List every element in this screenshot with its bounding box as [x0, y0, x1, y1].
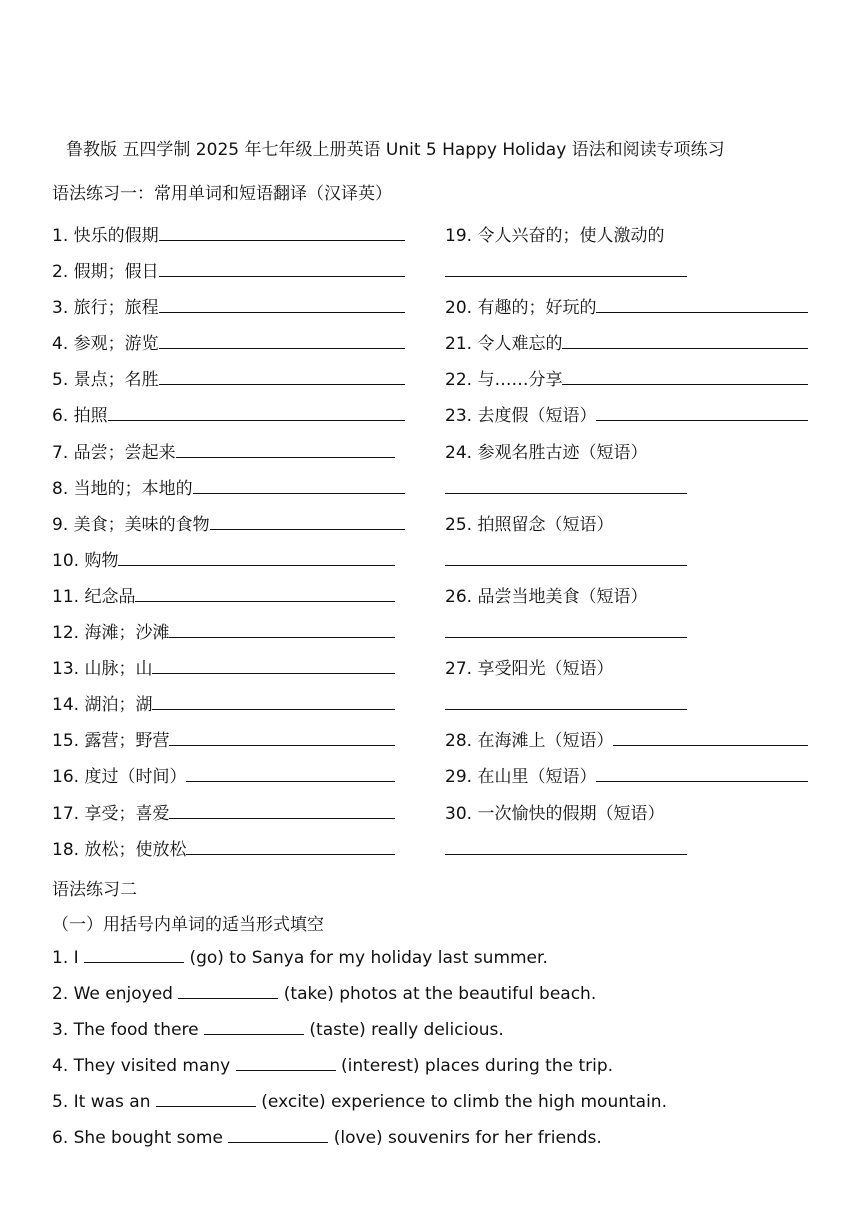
vocab-item: [445, 441, 808, 477]
exercise-text-after: (go) to Sanya for my holiday last summer.: [184, 948, 548, 968]
vocab-item: [52, 224, 405, 260]
vocab-item: [52, 296, 405, 332]
answer-blank[interactable]: [210, 513, 405, 530]
vocab-item-label: 19. 令人兴奋的；使人激动的: [445, 226, 665, 246]
exercise-text-before: 5. It was an: [52, 1092, 156, 1113]
exercise-item: [52, 946, 667, 982]
vocab-item: [52, 621, 405, 657]
exercise-item: [52, 1054, 667, 1090]
vocab-item: [52, 838, 405, 874]
exercise-text-after: (excite) experience to climb the high mountain.: [255, 1092, 667, 1113]
answer-blank[interactable]: [596, 765, 808, 782]
vocab-item-label: 16. 度过（时间）: [52, 767, 187, 788]
answer-blank[interactable]: [204, 1018, 304, 1035]
answer-blank[interactable]: [159, 332, 405, 349]
exercise-text-after: (taste) really delicious.: [304, 1020, 504, 1041]
vocab-item-label: 12. 海滩；沙滩: [52, 623, 170, 644]
vocab-item-label: 17. 享受；喜爱: [52, 803, 170, 824]
exercise-text-after: (interest) places during the trip.: [335, 1056, 614, 1077]
vocab-item: [52, 260, 405, 296]
vocab-item-label: 24. 参观名胜古迹（短语）: [445, 442, 648, 463]
vocab-item-label: 11. 纪念品: [52, 586, 136, 607]
answer-blank[interactable]: [562, 368, 808, 385]
vocab-item: [52, 441, 405, 477]
vocab-item-label: 14. 湖泊；湖: [52, 695, 153, 716]
answer-blank[interactable]: [178, 982, 278, 999]
vocab-item: [445, 404, 808, 440]
vocab-item: [52, 368, 405, 404]
exercise-text-after: (love) souvenirs for her friends.: [328, 1128, 602, 1149]
vocab-item-label: 13. 山脉；山: [52, 659, 153, 680]
vocab-item-label: 20. 有趣的；好玩的: [445, 298, 597, 319]
vocab-item: [445, 224, 808, 260]
answer-blank[interactable]: [84, 946, 184, 963]
vocab-item: [445, 802, 808, 838]
exercise-text-before: 6. She bought some: [52, 1128, 229, 1149]
answer-blank[interactable]: [135, 585, 395, 602]
section2-heading: 语法练习二: [52, 880, 137, 900]
answer-blank[interactable]: [159, 260, 405, 277]
answer-blank[interactable]: [159, 224, 405, 241]
vocab-item: [52, 404, 405, 440]
answer-blank[interactable]: [176, 441, 395, 458]
vocab-item: [52, 729, 405, 765]
answer-blank[interactable]: [169, 802, 395, 819]
exercise-item: [52, 1126, 667, 1162]
answer-blank[interactable]: [445, 549, 687, 566]
fill-in-exercise-list: [52, 946, 667, 1163]
answer-blank[interactable]: [169, 621, 395, 638]
vocab-answer-line: [445, 838, 808, 874]
vocab-item-label: 23. 去度假（短语）: [445, 406, 597, 427]
vocab-item: [52, 802, 405, 838]
answer-blank[interactable]: [228, 1126, 328, 1143]
vocab-item-label: 4. 参观；游览: [52, 334, 159, 355]
answer-blank[interactable]: [169, 729, 395, 746]
vocab-item: [445, 332, 808, 368]
answer-blank[interactable]: [108, 404, 405, 421]
vocab-item-label: 8. 当地的；本地的: [52, 478, 193, 499]
vocab-item-label: 3. 旅行；旅程: [52, 298, 159, 319]
vocab-answer-line: [445, 260, 808, 296]
vocab-item: [52, 765, 405, 801]
vocab-item: [52, 513, 405, 549]
vocab-item: [445, 368, 808, 404]
answer-blank[interactable]: [445, 621, 687, 638]
answer-blank[interactable]: [159, 368, 405, 385]
vocab-item: [52, 657, 405, 693]
vocab-item-label: 18. 放松；使放松: [52, 839, 187, 860]
section1-heading: 语法练习一：常用单词和短语翻译（汉译英）: [52, 184, 392, 204]
answer-blank[interactable]: [186, 765, 395, 782]
vocab-answer-line: [445, 693, 808, 729]
vocab-item: [445, 729, 808, 765]
vocab-item: [445, 585, 808, 621]
answer-blank[interactable]: [445, 693, 687, 710]
vocab-item-label: 7. 品尝；尝起来: [52, 442, 176, 463]
vocab-item-label: 15. 露营；野营: [52, 731, 170, 752]
exercise-item: [52, 1090, 667, 1126]
vocab-item: [52, 477, 405, 513]
vocab-item-label: 28. 在海滩上（短语）: [445, 731, 614, 752]
vocab-item-label: 6. 拍照: [52, 406, 108, 427]
vocab-item-label: 25. 拍照留念（短语）: [445, 514, 614, 535]
vocab-answer-line: [445, 621, 808, 657]
answer-blank[interactable]: [613, 729, 808, 746]
vocab-item: [52, 693, 405, 729]
vocab-answer-line: [445, 477, 808, 513]
vocab-item-label: 22. 与……分享: [445, 370, 563, 391]
answer-blank[interactable]: [156, 1090, 256, 1107]
vocab-item-label: 9. 美食；美味的食物: [52, 514, 210, 535]
vocab-item: [52, 332, 405, 368]
answer-blank[interactable]: [596, 296, 808, 313]
vocab-item-label: 1. 快乐的假期: [52, 226, 159, 246]
answer-blank[interactable]: [159, 296, 405, 313]
answer-blank[interactable]: [152, 693, 395, 710]
exercise-text-after: (take) photos at the beautiful beach.: [278, 984, 597, 1005]
vocab-item: [52, 585, 405, 621]
vocab-item-label: 2. 假期；假日: [52, 262, 159, 283]
answer-blank[interactable]: [186, 838, 395, 855]
vocab-item-label: 21. 令人难忘的: [445, 334, 563, 355]
vocab-item: [445, 513, 808, 549]
vocab-answer-line: [445, 549, 808, 585]
vocab-item: [52, 549, 405, 585]
vocab-item-label: 5. 景点；名胜: [52, 370, 159, 391]
answer-blank[interactable]: [445, 260, 687, 277]
answer-blank[interactable]: [193, 477, 405, 494]
exercise-item: [52, 982, 667, 1018]
exercise-text-before: 4. They visited many: [52, 1056, 236, 1077]
vocab-item-label: 10. 购物: [52, 550, 119, 571]
vocab-item-label: 27. 享受阳光（短语）: [445, 659, 614, 680]
vocab-item-label: 26. 品尝当地美食（短语）: [445, 586, 648, 607]
vocab-item: [445, 657, 808, 693]
answer-blank[interactable]: [118, 549, 395, 566]
page-title: 鲁教版 五四学制 2025 年七年级上册英语 Unit 5 Happy Holiday 语法和阅读专项练习: [66, 140, 725, 160]
vocab-item: [445, 296, 808, 332]
left-vocab-column: [52, 224, 405, 874]
exercise-text-before: 3. The food there: [52, 1020, 205, 1041]
answer-blank[interactable]: [562, 332, 808, 349]
vocab-item-label: 29. 在山里（短语）: [445, 767, 597, 788]
right-vocab-column: [445, 224, 808, 874]
exercise-text-before: 2. We enjoyed: [52, 984, 179, 1005]
exercise-item: [52, 1018, 667, 1054]
answer-blank[interactable]: [236, 1054, 336, 1071]
vocab-item: [445, 765, 808, 801]
answer-blank[interactable]: [445, 477, 687, 494]
vocab-item-label: 30. 一次愉快的假期（短语）: [445, 803, 665, 824]
exercise-text-before: 1. I: [52, 948, 85, 968]
answer-blank[interactable]: [445, 838, 687, 855]
answer-blank[interactable]: [596, 404, 808, 421]
section2-subheading: （一）用括号内单词的适当形式填空: [52, 915, 324, 935]
answer-blank[interactable]: [152, 657, 395, 674]
